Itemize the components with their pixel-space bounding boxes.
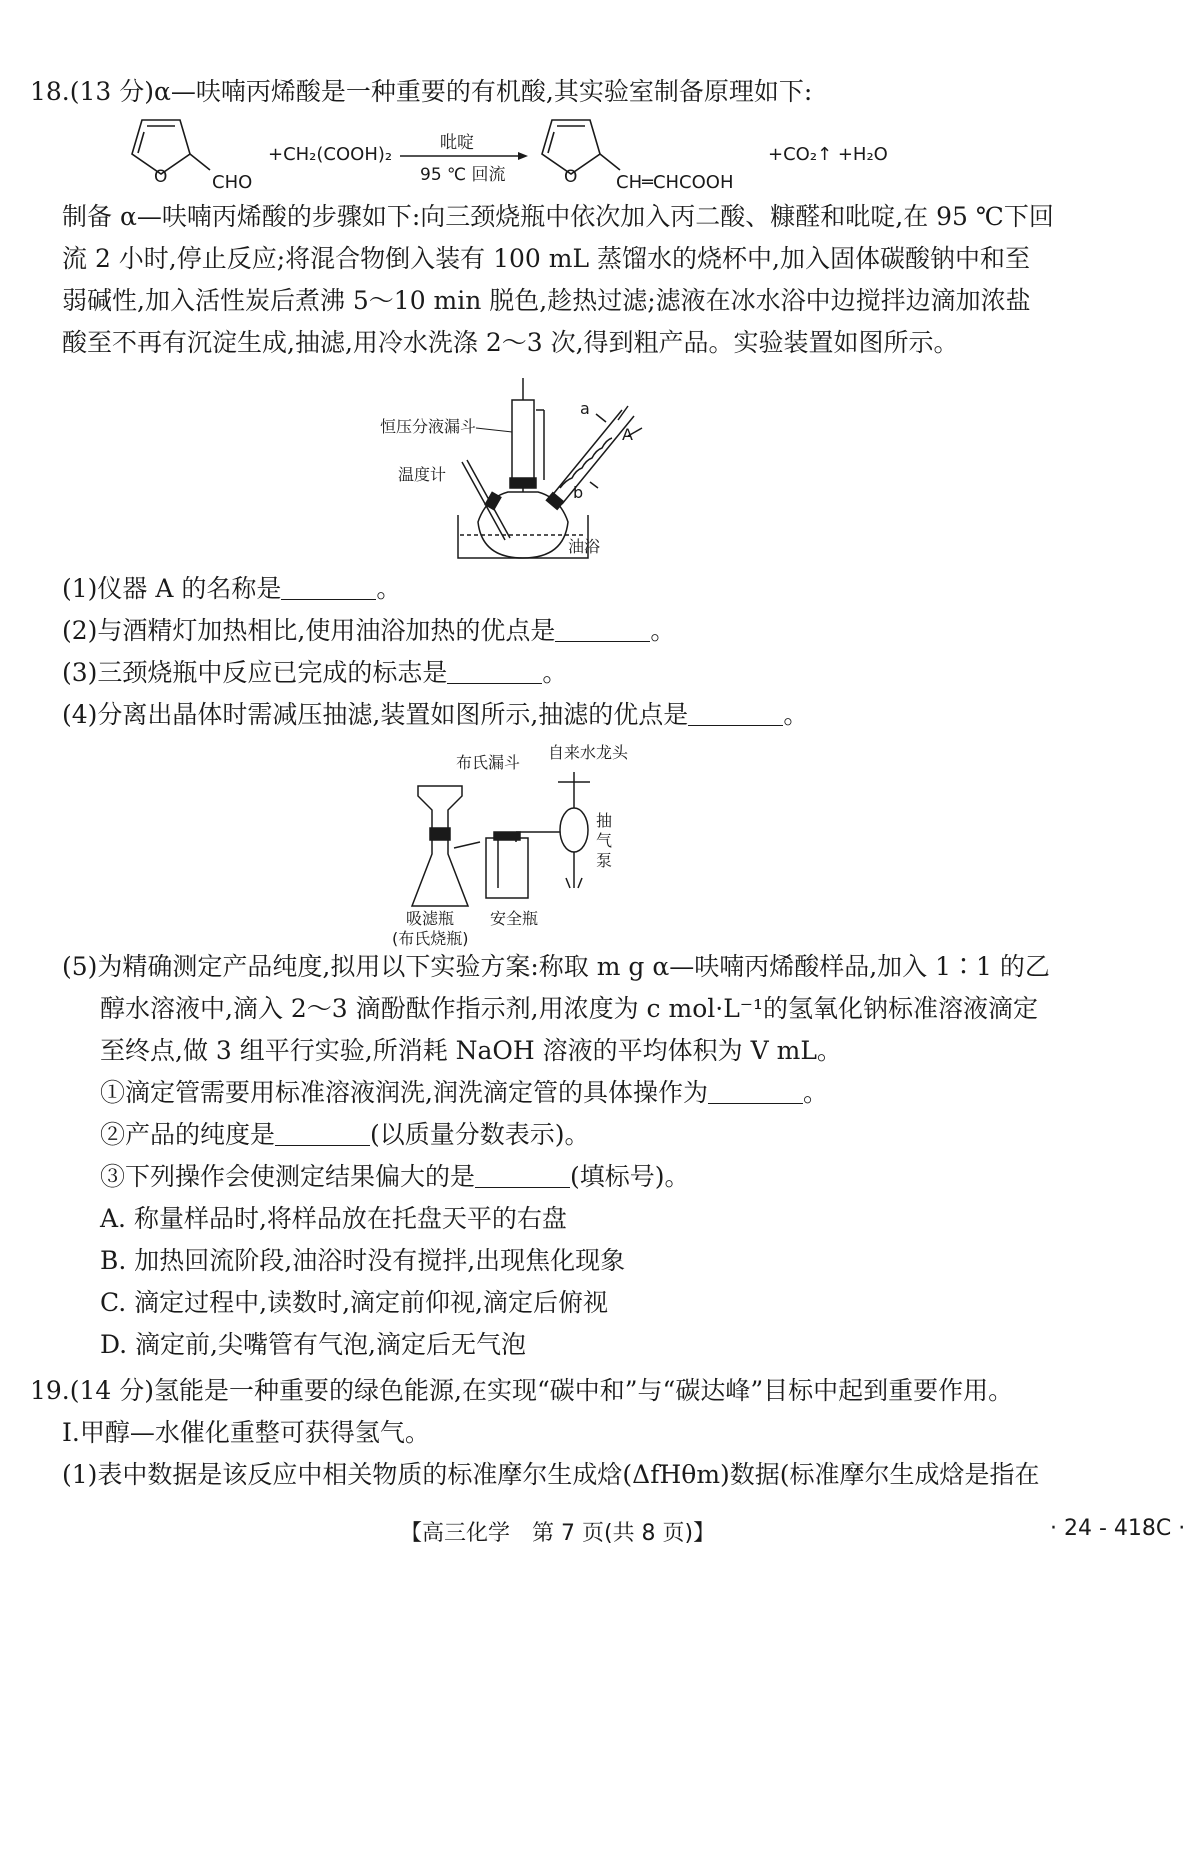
label-filter-flask: 吸滤瓶 bbox=[406, 909, 455, 928]
q18-sub1-text: (1)仪器 A 的名称是 bbox=[62, 574, 282, 603]
q18-sub5-3-text: ③下列操作会使测定结果偏大的是 bbox=[100, 1162, 476, 1191]
safety-bottle bbox=[486, 838, 528, 898]
product-side-chain: CH═CHCOOH bbox=[616, 172, 734, 193]
step-line-1: 制备 α—呋喃丙烯酸的步骤如下:向三颈烧瓶中依次加入丙二酸、糠醛和吡啶,在 95 ℃下回 bbox=[62, 202, 1054, 231]
q18-header: 18.(13 分)α—呋喃丙烯酸是一种重要的有机酸,其实验室制备原理如下: bbox=[30, 77, 813, 106]
label-b: b bbox=[573, 483, 584, 502]
footer-page-info: 【高三化学 第 7 页(共 8 页)】 bbox=[400, 1521, 716, 1546]
q18-sub4 bbox=[62, 698, 808, 732]
q18-sub1-period: 。 bbox=[376, 574, 402, 603]
label-a: a bbox=[580, 399, 590, 418]
footer-code: · 24 - 418C · bbox=[1050, 1516, 1186, 1541]
q18-sub3-period: 。 bbox=[542, 658, 568, 687]
vacuum-filtration-figure bbox=[390, 738, 720, 948]
answer-blank-2[interactable] bbox=[555, 617, 650, 642]
option-d: D. 滴定前,尖嘴管有气泡,滴定后无气泡 bbox=[100, 1330, 526, 1359]
reflux-apparatus-figure bbox=[370, 370, 770, 570]
q18-sub5-line2: 醇水溶液中,滴入 2～3 滴酚酞作指示剂,用浓度为 c mol·L⁻¹的氢氧化钠标准溶液滴定 bbox=[100, 994, 1039, 1023]
label-pump-1: 抽 bbox=[596, 811, 613, 830]
q18-sub2 bbox=[62, 614, 675, 648]
step-line-4: 酸至不再有沉淀生成,抽滤,用冷水洗涤 2～3 次,得到粗产品。实验装置如图所示。 bbox=[62, 328, 959, 357]
q19-header: 19.(14 分)氢能是一种重要的绿色能源,在实现“碳中和”与“碳达峰”目标中起到重要作用。 bbox=[30, 1376, 1014, 1405]
product-structure bbox=[542, 120, 620, 174]
q18-sub5-2-tail: (以质量分数表示)。 bbox=[370, 1120, 590, 1149]
buchner-funnel bbox=[418, 786, 462, 830]
label-thermometer: 温度计 bbox=[398, 465, 447, 484]
byproducts: +CO₂↑ +H₂O bbox=[768, 144, 888, 165]
answer-blank-5-2[interactable] bbox=[275, 1121, 370, 1146]
step-line-3: 弱碱性,加入活性炭后煮沸 5～10 min 脱色,趁热过滤;滤液在冰水浴中边搅拌边滴加浓盐 bbox=[62, 286, 1031, 315]
q18-sub2-text: (2)与酒精灯加热相比,使用油浴加热的优点是 bbox=[62, 616, 556, 645]
label-pump-2: 气 bbox=[596, 831, 613, 850]
aspirator-pump bbox=[560, 808, 588, 852]
answer-blank-5-1[interactable] bbox=[708, 1079, 803, 1104]
q18-sub1 bbox=[62, 572, 401, 606]
answer-blank-3[interactable] bbox=[447, 659, 542, 684]
q18-sub5-1-text: ①滴定管需要用标准溶液润洗,润洗滴定管的具体操作为 bbox=[100, 1078, 708, 1107]
label-pump-3: 泵 bbox=[596, 851, 613, 870]
option-a: A. 称量样品时,将样品放在托盘天平的右盘 bbox=[100, 1204, 567, 1233]
condition-temperature: 95 ℃ 回流 bbox=[420, 165, 506, 185]
pressure-funnel bbox=[512, 400, 534, 480]
label-instrument-A: A bbox=[622, 425, 633, 444]
furfural-ring-o: O bbox=[154, 167, 168, 187]
option-c: C. 滴定过程中,读数时,滴定前仰视,滴定后俯视 bbox=[100, 1288, 608, 1317]
q18-sub4-text: (4)分离出晶体时需减压抽滤,装置如图所示,抽滤的优点是 bbox=[62, 700, 689, 729]
q18-sub5-3-tail: (填标号)。 bbox=[570, 1162, 690, 1191]
filter-flask bbox=[412, 840, 468, 906]
label-oil-bath: 油浴 bbox=[568, 537, 601, 556]
label-safety-bottle: 安全瓶 bbox=[490, 909, 539, 928]
q18-sub2-period: 。 bbox=[650, 616, 676, 645]
q19-sub1: (1)表中数据是该反应中相关物质的标准摩尔生成焓(ΔfHθm)数据(标准摩尔生成焓是指在 bbox=[62, 1460, 1040, 1489]
condition-pyridine: 吡啶 bbox=[440, 133, 474, 153]
malonic-acid: +CH₂(COOH)₂ bbox=[268, 144, 393, 165]
q18-sub5-line3: 至终点,做 3 组平行实验,所消耗 NaOH 溶液的平均体积为 V mL。 bbox=[100, 1036, 842, 1065]
answer-blank-4[interactable] bbox=[688, 701, 783, 726]
label-buchner-funnel: 布氏漏斗 bbox=[456, 753, 521, 772]
q19-part1: Ⅰ.甲醇—水催化重整可获得氢气。 bbox=[62, 1418, 430, 1447]
q18-sub5-1-period: 。 bbox=[802, 1078, 828, 1107]
q18-sub3 bbox=[62, 656, 567, 690]
product-ring-o: O bbox=[564, 167, 578, 187]
furfural-structure bbox=[132, 120, 210, 174]
q18-sub5-2 bbox=[100, 1118, 590, 1152]
q18-sub4-period: 。 bbox=[783, 700, 809, 729]
label-funnel: 恒压分液漏斗 bbox=[380, 417, 477, 436]
reaction-equation bbox=[120, 108, 1020, 198]
step-line-2: 流 2 小时,停止反应;将混合物倒入装有 100 mL 蒸馏水的烧杯中,加入固体碳酸钠中和至 bbox=[62, 244, 1030, 273]
q18-sub5-line1: (5)为精确测定产品纯度,拟用以下实验方案:称取 m g α—呋喃丙烯酸样品,加入 1∶1 的乙 bbox=[62, 952, 1050, 981]
furfural-cho: CHO bbox=[212, 172, 253, 193]
q18-sub5-2-text: ②产品的纯度是 bbox=[100, 1120, 276, 1149]
q18-sub5-3 bbox=[100, 1160, 690, 1194]
condenser-a bbox=[550, 410, 622, 498]
answer-blank-5-3[interactable] bbox=[475, 1163, 570, 1188]
q18-sub3-text: (3)三颈烧瓶中反应已完成的标志是 bbox=[62, 658, 448, 687]
label-filter-flask-sub: (布氏烧瓶) bbox=[392, 929, 469, 948]
option-b: B. 加热回流阶段,油浴时没有搅拌,出现焦化现象 bbox=[100, 1246, 626, 1275]
label-water-tap: 自来水龙头 bbox=[548, 743, 629, 762]
reaction-arrow bbox=[400, 152, 528, 160]
answer-blank-1[interactable] bbox=[281, 575, 376, 600]
q18-sub5-1 bbox=[100, 1076, 828, 1110]
